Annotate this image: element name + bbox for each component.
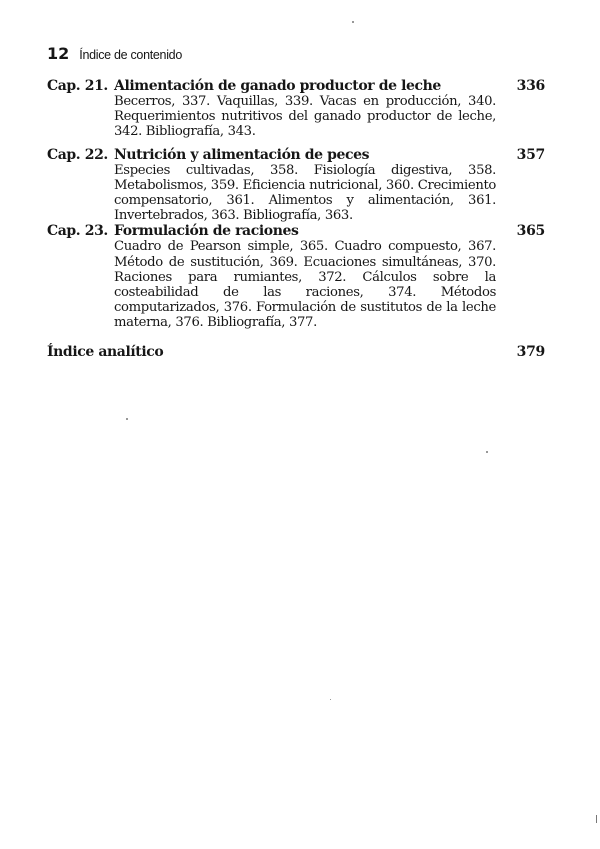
toc-entry-heading [47, 223, 545, 239]
chapter-sections: Cuadro de Pearson simple, 365. Cuadro compuesto, 367. Método de sustitución, 369. Ecuaciones simultáneas, 370. Raciones para rumiantes, 372. Cálculos sobre la costeabilidad de las raciones, 374. Métodos computarizados, 376. Formulación de sustitutos de la leche materna, 376. Bibliografía, 377. [114, 239, 496, 331]
scan-speck [352, 21, 354, 23]
toc-entry-chapter-21 [47, 78, 545, 140]
page-header [47, 44, 182, 63]
chapter-title: Alimentación de ganado productor de leche [114, 78, 441, 94]
scan-speck [330, 699, 331, 700]
table-of-contents [47, 78, 545, 360]
chapter-label: Cap. 23. [47, 223, 108, 240]
chapter-title: Formulación de raciones [114, 223, 299, 240]
chapter-page-number: 365 [516, 223, 545, 240]
chapter-label: Cap. 22. [47, 146, 108, 163]
chapter-sections: Becerros, 337. Vaquillas, 339. Vacas en producción, 340. Requerimientos nutritivos del ganado productor de leche, 342. Bibliografía, 343. [114, 94, 496, 140]
toc-entry-chapter-22 [47, 147, 545, 224]
page-number: 12 [47, 44, 70, 63]
chapter-page-number: 336 [516, 78, 545, 94]
chapter-title: Nutrición y alimentación de peces [114, 146, 370, 163]
scan-speck [486, 451, 488, 453]
chapter-page-number: 357 [516, 146, 545, 163]
toc-entry-heading [47, 78, 545, 94]
toc-entry-heading [47, 344, 545, 360]
chapter-label: Cap. 21. [47, 78, 108, 94]
toc-entry-chapter-23 [47, 223, 545, 330]
scan-speck [596, 815, 597, 823]
index-page-number: 379 [516, 343, 545, 360]
scan-speck [126, 418, 128, 420]
toc-entry-heading [47, 147, 545, 163]
chapter-sections: Especies cultivadas, 358. Fisiología digestiva, 358. Metabolismos, 359. Eficiencia nutricional, 360. Crecimiento compensatorio, 361. Alimentos y alimentación, 361. Invertebrados, 363. Bibliografía, 363. [114, 162, 496, 224]
toc-entry-index [47, 344, 545, 360]
index-title: Índice analítico [47, 343, 164, 360]
running-title: Índice de contenido [79, 48, 182, 62]
